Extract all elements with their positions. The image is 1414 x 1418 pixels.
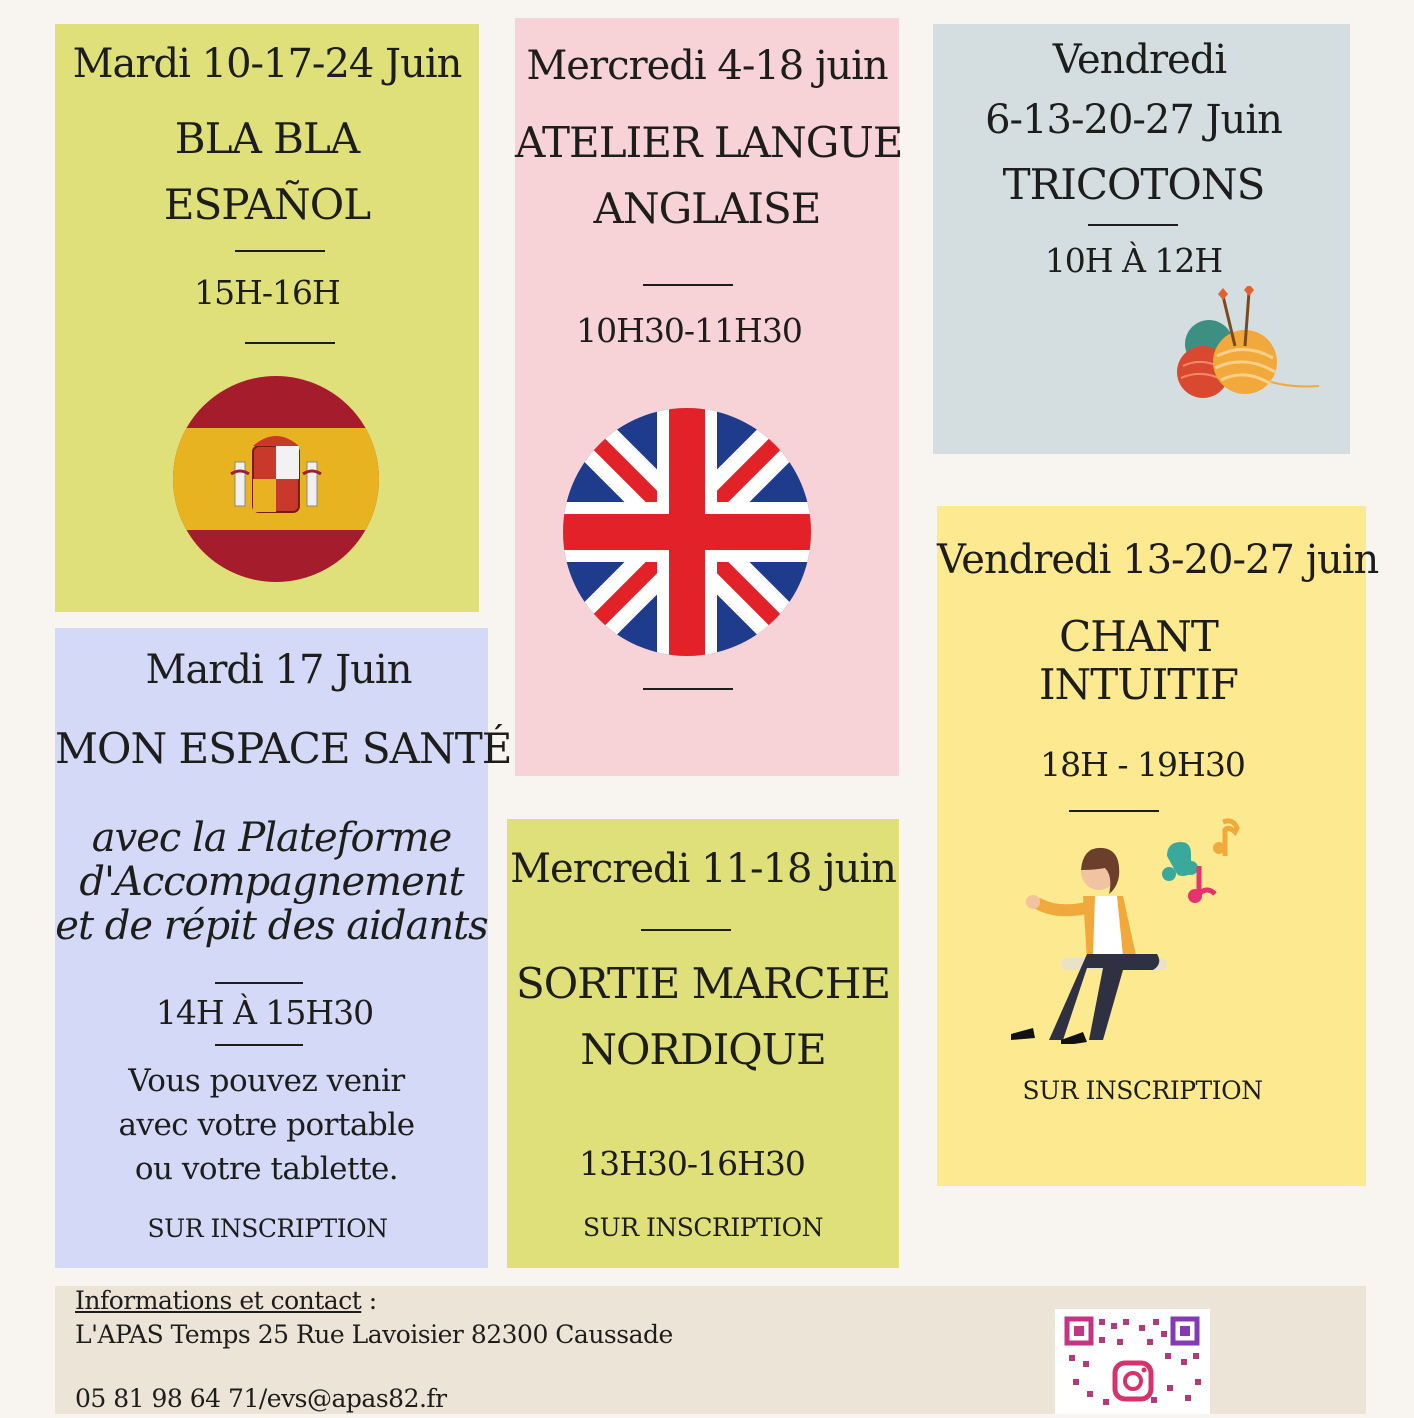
card-note-line1: Vous pouvez venir <box>128 1063 405 1099</box>
card-time: 13H30-16H30 <box>579 1144 805 1183</box>
divider <box>641 929 731 931</box>
card-title-line1: CHANT <box>1059 612 1218 661</box>
card-title-line2: ANGLAISE <box>593 184 821 233</box>
card-title-line2: ESPAÑOL <box>163 180 371 229</box>
card-note-line2: avec votre portable <box>118 1107 415 1143</box>
card-note-line3: ou votre tablette. <box>134 1151 399 1187</box>
spain-flag-icon <box>173 376 379 582</box>
registration-note: SUR INSCRIPTION <box>1022 1076 1263 1105</box>
card-time: 18H - 19H30 <box>1040 745 1245 784</box>
divider <box>643 688 733 690</box>
card-bla-bla-espanol <box>55 24 479 612</box>
singing-woman-icon <box>1003 808 1253 1044</box>
qr-pattern <box>1055 1309 1210 1414</box>
card-title-line1: SORTIE MARCHE <box>515 959 891 1008</box>
card-title: MON ESPACE SANTÉ <box>55 724 512 773</box>
card-time: 10H30-11H30 <box>576 311 802 350</box>
card-sortie-marche-nordique <box>507 819 899 1268</box>
divider <box>215 982 303 984</box>
card-subtitle-line1: avec la Plateforme <box>91 815 452 861</box>
card-time: 14H À 15H30 <box>155 993 374 1032</box>
card-day-line2: 6-13-20-27 Juin <box>985 97 1282 143</box>
card-title-line1: BLA BLA <box>174 114 360 163</box>
divider <box>235 250 325 252</box>
info-heading <box>75 1286 377 1315</box>
contact-footer <box>55 1286 1366 1414</box>
card-day: Mercredi 11-18 juin <box>510 846 896 892</box>
card-day: Mardi 17 Juin <box>145 647 412 693</box>
divider <box>215 1044 303 1046</box>
uk-flag-icon <box>563 408 811 656</box>
card-time: 15H-16H <box>194 273 340 312</box>
yarn-balls-icon <box>1173 286 1323 402</box>
contact-line[interactable]: 05 81 98 64 71/evs@apas82.fr <box>75 1384 447 1413</box>
instagram-qr-code-icon[interactable] <box>1055 1309 1210 1414</box>
card-chant-intuitif <box>937 506 1379 1186</box>
card-day: Mardi 10-17-24 Juin <box>72 41 462 87</box>
info-label: Informations et contact <box>75 1286 362 1315</box>
card-day: Vendredi 13-20-27 juin <box>937 537 1379 583</box>
card-atelier-anglais <box>515 18 903 776</box>
card-day: Mercredi 4-18 juin <box>526 43 888 89</box>
card-title-line1: ATELIER LANGUE <box>515 118 903 167</box>
card-title-line2: INTUITIF <box>1038 660 1239 709</box>
card-title-line2: NORDIQUE <box>580 1025 826 1074</box>
registration-note: SUR INSCRIPTION <box>583 1213 823 1242</box>
info-suffix: : <box>361 1286 377 1315</box>
card-subtitle-line2: d'Accompagnement <box>79 859 464 905</box>
address: L'APAS Temps 25 Rue Lavoisier 82300 Caussade <box>75 1320 673 1349</box>
divider <box>1088 224 1178 226</box>
card-time: 10H À 12H <box>1044 241 1223 280</box>
registration-note: SUR INSCRIPTION <box>147 1214 388 1243</box>
card-subtitle-line3: et de répit des aidants <box>55 903 488 949</box>
card-tricotons <box>933 24 1350 454</box>
card-mon-espace-sante <box>55 628 512 1268</box>
card-day-line1: Vendredi <box>1052 37 1227 83</box>
divider <box>245 342 335 344</box>
card-title: TRICOTONS <box>1002 160 1265 209</box>
divider <box>643 284 733 286</box>
